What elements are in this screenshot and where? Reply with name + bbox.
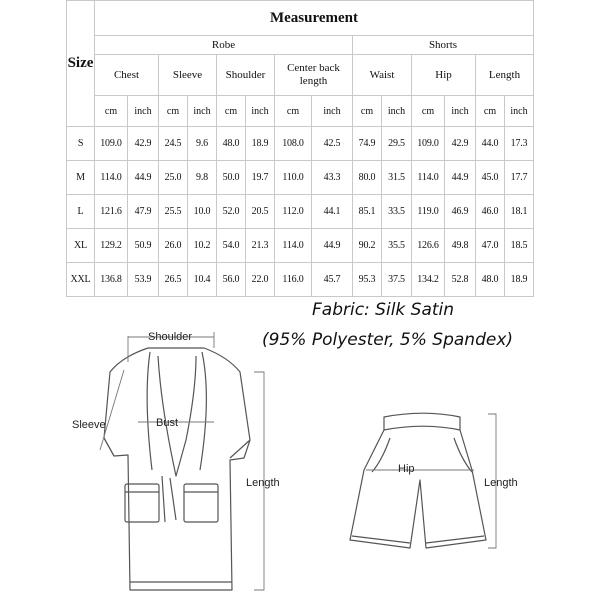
value-cell: 49.8 xyxy=(445,229,476,263)
value-cell: 109.0 xyxy=(412,127,445,161)
value-cell: 74.9 xyxy=(353,127,382,161)
shorts-length-label: Length xyxy=(484,477,518,489)
value-cell: 109.0 xyxy=(95,127,128,161)
value-cell: 45.7 xyxy=(312,263,353,297)
table-title: Measurement xyxy=(95,1,534,36)
robe-belt xyxy=(162,476,176,522)
robe-length-label: Length xyxy=(246,477,280,489)
value-cell: 134.2 xyxy=(412,263,445,297)
shorts-pocket-right xyxy=(454,438,472,472)
shorts-measure-lines xyxy=(366,414,496,548)
value-cell: 10.2 xyxy=(188,229,217,263)
value-cell: 26.0 xyxy=(159,229,188,263)
value-cell: 85.1 xyxy=(353,195,382,229)
sleeve-label: Sleeve xyxy=(72,419,106,431)
value-cell: 22.0 xyxy=(246,263,275,297)
value-cell: 20.5 xyxy=(246,195,275,229)
unit-cm-header: cm xyxy=(353,96,382,127)
value-cell: 47.9 xyxy=(128,195,159,229)
value-cell: 80.0 xyxy=(353,161,382,195)
unit-inch-header: inch xyxy=(128,96,159,127)
value-cell: 44.0 xyxy=(476,127,505,161)
value-cell: 19.7 xyxy=(246,161,275,195)
unit-cm-header: cm xyxy=(217,96,246,127)
unit-inch-header: inch xyxy=(445,96,476,127)
robe-group-header: Robe xyxy=(95,36,353,55)
robe-outline xyxy=(104,348,250,590)
value-cell: 114.0 xyxy=(275,229,312,263)
size-cell: S xyxy=(67,127,95,161)
value-cell: 126.6 xyxy=(412,229,445,263)
value-cell: 18.9 xyxy=(505,263,534,297)
value-cell: 45.0 xyxy=(476,161,505,195)
hip-header: Hip xyxy=(412,55,476,96)
value-cell: 108.0 xyxy=(275,127,312,161)
robe-collar-left xyxy=(147,352,152,470)
value-cell: 50.9 xyxy=(128,229,159,263)
value-cell: 42.9 xyxy=(128,127,159,161)
robe-sleeve-cuff-left xyxy=(104,438,114,456)
value-cell: 42.5 xyxy=(312,127,353,161)
robe-pocket-right xyxy=(184,484,218,522)
center-back-length-header: Center back length xyxy=(275,55,353,96)
waist-header: Waist xyxy=(353,55,412,96)
unit-cm-header: cm xyxy=(275,96,312,127)
value-cell: 43.3 xyxy=(312,161,353,195)
value-cell: 116.0 xyxy=(275,263,312,297)
value-cell: 9.6 xyxy=(188,127,217,161)
size-cell: XXL xyxy=(67,263,95,297)
value-cell: 18.1 xyxy=(505,195,534,229)
value-cell: 47.0 xyxy=(476,229,505,263)
value-cell: 44.1 xyxy=(312,195,353,229)
value-cell: 56.0 xyxy=(217,263,246,297)
value-cell: 114.0 xyxy=(412,161,445,195)
value-cell: 52.0 xyxy=(217,195,246,229)
unit-cm-header: cm xyxy=(412,96,445,127)
unit-inch-header: inch xyxy=(382,96,412,127)
robe-pocket-left xyxy=(125,484,159,522)
value-cell: 33.5 xyxy=(382,195,412,229)
fabric-title: Fabric: Silk Satin xyxy=(312,300,455,320)
value-cell: 44.9 xyxy=(128,161,159,195)
shoulder-label: Shoulder xyxy=(148,331,193,343)
value-cell: 9.8 xyxy=(188,161,217,195)
shorts-diagram xyxy=(350,413,486,548)
size-cell: L xyxy=(67,195,95,229)
length-header: Length xyxy=(476,55,534,96)
value-cell: 25.0 xyxy=(159,161,188,195)
value-cell: 37.5 xyxy=(382,263,412,297)
value-cell: 31.5 xyxy=(382,161,412,195)
size-header: Size xyxy=(67,1,95,127)
value-cell: 90.2 xyxy=(353,229,382,263)
value-cell: 119.0 xyxy=(412,195,445,229)
hip-label: Hip xyxy=(398,463,415,475)
value-cell: 95.3 xyxy=(353,263,382,297)
value-cell: 53.9 xyxy=(128,263,159,297)
fabric-composition: (95% Polyester, 5% Spandex) xyxy=(262,330,514,350)
shorts-group-header: Shorts xyxy=(353,36,534,55)
value-cell: 35.5 xyxy=(382,229,412,263)
value-cell: 26.5 xyxy=(159,263,188,297)
value-cell: 136.8 xyxy=(95,263,128,297)
value-cell: 17.3 xyxy=(505,127,534,161)
value-cell: 48.0 xyxy=(217,127,246,161)
shorts-pocket-left xyxy=(372,438,390,472)
value-cell: 121.6 xyxy=(95,195,128,229)
robe-diagram xyxy=(104,348,250,590)
value-cell: 10.4 xyxy=(188,263,217,297)
value-cell: 24.5 xyxy=(159,127,188,161)
unit-cm-header: cm xyxy=(159,96,188,127)
value-cell: 52.8 xyxy=(445,263,476,297)
value-cell: 114.0 xyxy=(95,161,128,195)
chest-header: Chest xyxy=(95,55,159,96)
value-cell: 21.3 xyxy=(246,229,275,263)
unit-cm-header: cm xyxy=(95,96,128,127)
unit-inch-header: inch xyxy=(505,96,534,127)
value-cell: 17.7 xyxy=(505,161,534,195)
robe-collar-right xyxy=(200,352,206,470)
bust-label: Bust xyxy=(156,417,179,429)
shoulder-header: Shoulder xyxy=(217,55,275,96)
value-cell: 48.0 xyxy=(476,263,505,297)
value-cell: 25.5 xyxy=(159,195,188,229)
value-cell: 112.0 xyxy=(275,195,312,229)
value-cell: 110.0 xyxy=(275,161,312,195)
shorts-waistband xyxy=(384,413,460,430)
value-cell: 10.0 xyxy=(188,195,217,229)
size-cell: XL xyxy=(67,229,95,263)
value-cell: 129.2 xyxy=(95,229,128,263)
value-cell: 46.0 xyxy=(476,195,505,229)
robe-lapel-inner xyxy=(158,356,196,476)
sleeve-header: Sleeve xyxy=(159,55,217,96)
unit-inch-header: inch xyxy=(246,96,275,127)
value-cell: 44.9 xyxy=(312,229,353,263)
value-cell: 50.0 xyxy=(217,161,246,195)
sleeve-measure-line xyxy=(100,370,124,450)
value-cell: 54.0 xyxy=(217,229,246,263)
value-cell: 42.9 xyxy=(445,127,476,161)
value-cell: 46.9 xyxy=(445,195,476,229)
unit-inch-header: inch xyxy=(188,96,217,127)
unit-inch-header: inch xyxy=(312,96,353,127)
unit-cm-header: cm xyxy=(476,96,505,127)
size-cell: M xyxy=(67,161,95,195)
value-cell: 29.5 xyxy=(382,127,412,161)
value-cell: 18.9 xyxy=(246,127,275,161)
shorts-outline xyxy=(350,430,486,548)
value-cell: 18.5 xyxy=(505,229,534,263)
value-cell: 44.9 xyxy=(445,161,476,195)
